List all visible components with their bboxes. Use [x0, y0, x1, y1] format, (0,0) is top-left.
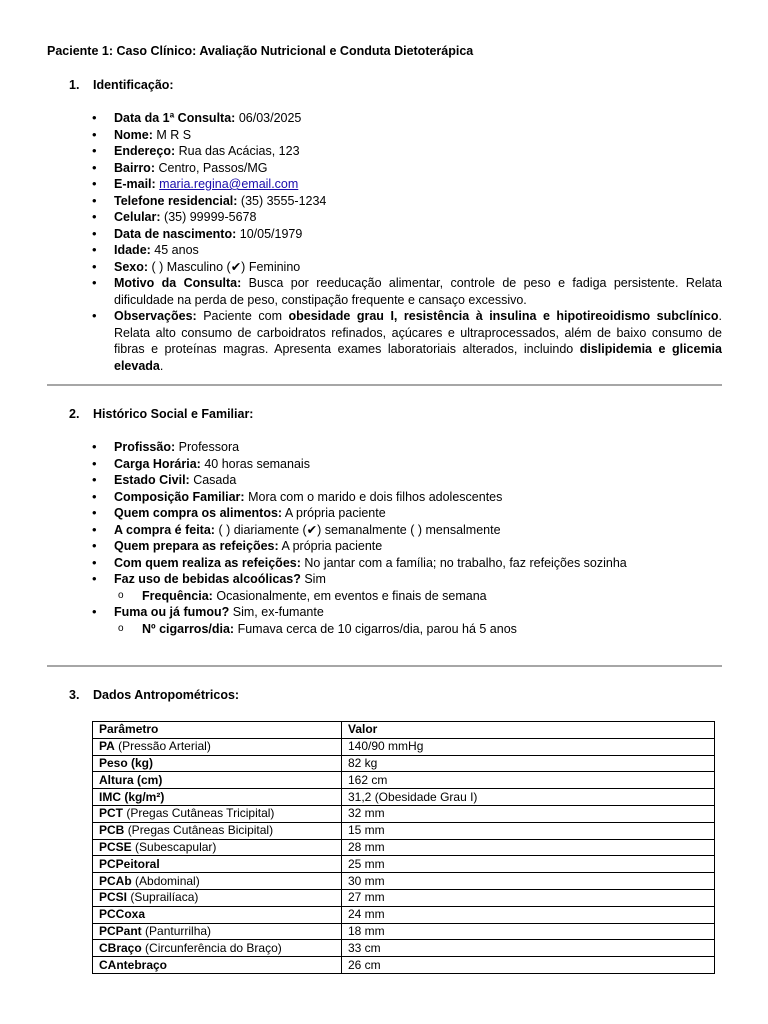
- field-label: Carga Horária:: [114, 456, 201, 471]
- table-row: [93, 789, 715, 806]
- field-value: 45 anos: [154, 243, 199, 257]
- parameter-cell: [93, 957, 342, 974]
- list-item: [92, 127, 722, 144]
- parameter-cell: [93, 738, 342, 755]
- parameter-abbr: PCSI: [99, 890, 128, 905]
- value-cell: 15 mm: [342, 822, 715, 839]
- parameter-cell: [93, 940, 342, 957]
- value-cell: 25 mm: [342, 856, 715, 873]
- parameter-cell: [93, 789, 342, 806]
- field-value: Fumava cerca de 10 cigarros/dia, parou há 5 anos: [237, 621, 517, 636]
- field-label: Observações:: [114, 309, 197, 323]
- parameter-abbr: CBraço: [99, 940, 142, 955]
- column-header: Valor: [342, 722, 715, 739]
- list-item: [92, 456, 722, 473]
- document-title: Paciente 1: Caso Clínico: Avaliação Nutricional e Conduta Dietoterápica: [47, 44, 474, 58]
- parameter-cell: [93, 889, 342, 906]
- field-value: Ocasionalmente, em eventos e finais de semana: [216, 588, 487, 603]
- table-row: [93, 738, 715, 755]
- list-item: [92, 160, 722, 177]
- table-row: [93, 839, 715, 856]
- field-value: No jantar com a família; no trabalho, faz refeições sozinha: [304, 555, 627, 570]
- field-value: ( ) Masculino (✔) Feminino: [151, 259, 301, 274]
- field-value: Centro, Passos/MG: [158, 160, 268, 175]
- field-value: ( ) diariamente (✔) semanalmente ( ) mensalmente: [218, 522, 501, 537]
- section-number: 3.: [69, 688, 80, 702]
- parameter-abbr: PCT: [99, 806, 123, 821]
- parameter-description: (Suprailíaca): [130, 890, 199, 905]
- divider: [47, 384, 722, 386]
- list-item: [92, 505, 722, 522]
- list-item: [92, 209, 722, 226]
- field-label: Nome:: [114, 127, 153, 142]
- field-label: Data de nascimento:: [114, 226, 237, 241]
- field-value: Professora: [178, 440, 240, 454]
- parameter-cell: [93, 873, 342, 890]
- parameter-cell: [93, 822, 342, 839]
- field-value: .: [159, 358, 164, 373]
- table-row: [93, 856, 715, 873]
- list-item: [92, 226, 722, 243]
- field-value: Sim: [304, 572, 326, 586]
- parameter-abbr: PCPeitoral: [99, 856, 160, 871]
- table-row: [93, 957, 715, 974]
- list-item: [92, 604, 722, 621]
- field-label: E-mail:: [114, 177, 156, 191]
- table-row: [93, 923, 715, 940]
- list-item: [92, 275, 722, 308]
- email-link[interactable]: maria.regina@email.com: [159, 177, 299, 191]
- parameter-cell: [93, 839, 342, 856]
- list-item: [92, 472, 722, 489]
- field-label: Frequência:: [142, 588, 213, 603]
- section-3-heading: [69, 688, 239, 702]
- field-label: Sexo:: [114, 259, 149, 274]
- parameter-description: (Pressão Arterial): [118, 739, 211, 754]
- table-row: [93, 873, 715, 890]
- field-label: Celular:: [114, 210, 161, 224]
- parameter-cell: [93, 856, 342, 873]
- table-row: [93, 889, 715, 906]
- field-label: Faz uso de bebidas alcoólicas?: [114, 572, 301, 586]
- field-value: Rua das Acácias, 123: [178, 144, 300, 158]
- field-value: Sim, ex-fumante: [232, 605, 324, 619]
- field-value: Mora com o marido e dois filhos adolescentes: [248, 489, 503, 504]
- list-item: [92, 259, 722, 276]
- list-item: [92, 571, 722, 588]
- section-1-heading: [69, 78, 174, 92]
- field-label: Endereço:: [114, 144, 176, 158]
- list-item: [92, 176, 722, 193]
- value-cell: 24 mm: [342, 906, 715, 923]
- table-row: [93, 822, 715, 839]
- table-header-row: [93, 722, 715, 739]
- parameter-abbr: PCB: [99, 823, 125, 838]
- field-label: Bairro:: [114, 160, 155, 175]
- parameter-abbr: PCCoxa: [99, 907, 146, 922]
- value-cell: 28 mm: [342, 839, 715, 856]
- parameter-cell: [93, 772, 342, 789]
- value-cell: 140/90 mmHg: [342, 738, 715, 755]
- parameter-cell: [93, 805, 342, 822]
- parameter-description: (Panturrilha): [145, 923, 212, 938]
- parameter-cell: [93, 906, 342, 923]
- list-item: [92, 242, 722, 259]
- section-title: Dados Antropométricos:: [93, 688, 240, 702]
- table-row: [93, 906, 715, 923]
- value-cell: 32 mm: [342, 805, 715, 822]
- field-label: Idade:: [114, 243, 151, 257]
- field-value: A própria paciente: [281, 539, 383, 553]
- field-label: Quem compra os alimentos:: [114, 506, 283, 520]
- identification-list: [92, 110, 722, 374]
- field-value: (35) 99999-5678: [164, 210, 257, 224]
- social-history-list: [92, 439, 722, 637]
- highlighted-diagnosis: obesidade grau I, resistência à insulina e hipotireoidismo subclínico: [288, 309, 719, 323]
- parameter-description: (Pregas Cutâneas Tricipital): [126, 806, 275, 821]
- parameter-abbr: IMC (kg/m²): [99, 789, 165, 804]
- field-value: . Relata alto consumo de carboidratos refinados, açúcares e ultraprocessados, além de baixo consumo de fibras e proteínas magras. Apresenta exames laboratoriais alterados, incluindo: [114, 309, 722, 356]
- value-cell: 18 mm: [342, 923, 715, 940]
- field-value: Busca por reeducação alimentar, controle de peso e fadiga persistente. Relata dificuldade na perda de peso, constipação frequente e cansaço excessivo.: [114, 276, 722, 307]
- parameter-description: (Subescapular): [135, 839, 217, 854]
- list-item: [92, 538, 722, 555]
- field-label: Quem prepara as refeições:: [114, 539, 279, 553]
- parameter-abbr: PCAb: [99, 873, 132, 888]
- field-label: Profissão:: [114, 440, 176, 454]
- table-row: [93, 805, 715, 822]
- parameter-abbr: PA: [99, 739, 115, 754]
- field-label: Composição Familiar:: [114, 489, 245, 504]
- list-item: [92, 522, 722, 539]
- field-label: A compra é feita:: [114, 522, 215, 537]
- column-header: Parâmetro: [93, 722, 342, 739]
- field-label: Data da 1ª Consulta:: [114, 111, 236, 125]
- field-label: Fuma ou já fumou?: [114, 605, 230, 619]
- list-item: [92, 439, 722, 456]
- value-cell: 33 cm: [342, 940, 715, 957]
- list-item: [92, 110, 722, 127]
- value-cell: 162 cm: [342, 772, 715, 789]
- field-value: M R S: [156, 127, 192, 142]
- parameter-abbr: Peso (kg): [99, 755, 154, 770]
- sub-list-item: [92, 621, 722, 638]
- value-cell: 31,2 (Obesidade Grau I): [342, 789, 715, 806]
- value-cell: 82 kg: [342, 755, 715, 772]
- parameter-cell: [93, 923, 342, 940]
- field-label: Nº cigarros/dia:: [142, 621, 235, 636]
- field-value: 40 horas semanais: [204, 456, 310, 471]
- field-value: A própria paciente: [284, 506, 386, 520]
- field-value: 06/03/2025: [238, 111, 302, 125]
- highlighted-diagnosis: dislipidemia e glicemia elevada: [114, 342, 722, 373]
- field-label: Estado Civil:: [114, 473, 190, 487]
- sub-list-item: [92, 588, 722, 605]
- list-item: [92, 193, 722, 210]
- field-label: Com quem realiza as refeições:: [114, 555, 301, 570]
- anthropometric-table: [92, 721, 715, 974]
- table-row: [93, 755, 715, 772]
- table-row: [93, 772, 715, 789]
- list-item: [92, 143, 722, 160]
- parameter-description: (Pregas Cutâneas Bicipital): [127, 823, 274, 838]
- section-title: Identificação:: [93, 78, 174, 92]
- field-value: Paciente com: [203, 309, 282, 323]
- parameter-abbr: PCPant: [99, 923, 142, 938]
- parameter-abbr: Altura (cm): [99, 772, 163, 787]
- section-number: 2.: [69, 407, 80, 421]
- field-value: (35) 3555-1234: [240, 193, 327, 208]
- section-title: Histórico Social e Familiar:: [93, 407, 254, 421]
- table-body: [93, 738, 715, 973]
- field-value: Casada: [193, 473, 237, 487]
- section-2-heading: [69, 407, 253, 421]
- value-cell: 30 mm: [342, 873, 715, 890]
- table-row: [93, 940, 715, 957]
- parameter-abbr: PCSE: [99, 839, 132, 854]
- list-item: [92, 555, 722, 572]
- list-item: [92, 308, 722, 374]
- parameter-description: (Abdominal): [135, 873, 200, 888]
- value-cell: 27 mm: [342, 889, 715, 906]
- section-number: 1.: [69, 78, 80, 92]
- field-label: Telefone residencial:: [114, 193, 238, 208]
- divider: [47, 665, 722, 667]
- field-value: 10/05/1979: [239, 226, 303, 241]
- parameter-abbr: CAntebraço: [99, 957, 168, 972]
- value-cell: 26 cm: [342, 957, 715, 974]
- field-label: Motivo da Consulta:: [114, 276, 242, 290]
- parameter-description: (Circunferência do Braço): [145, 940, 282, 955]
- parameter-cell: [93, 755, 342, 772]
- list-item: [92, 489, 722, 506]
